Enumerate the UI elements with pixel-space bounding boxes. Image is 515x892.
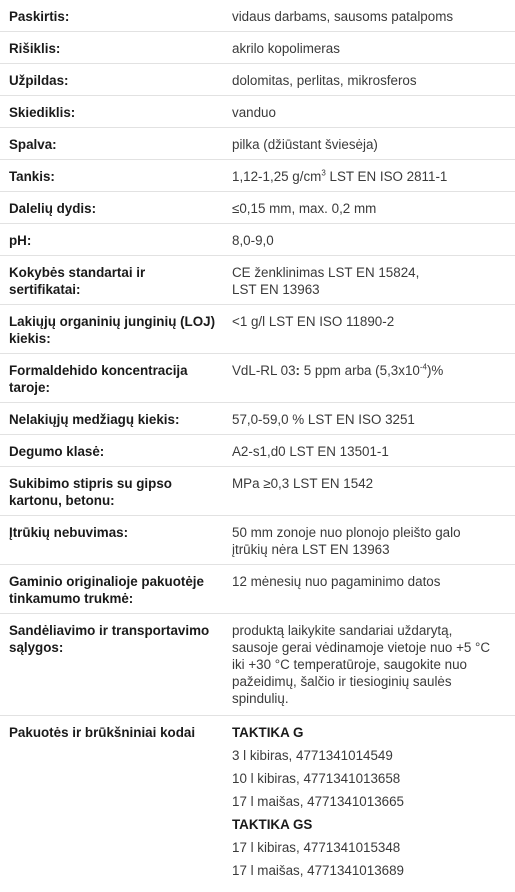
- value-line: iki +30 °C temperatūroje, saugokite nuo: [232, 657, 467, 672]
- spec-label: [0, 573, 222, 613]
- spec-label: [0, 475, 222, 515]
- spec-value: vidaus darbams, sausoms patalpoms: [232, 9, 454, 24]
- value-text: 1,12-1,25 g/cm: [232, 169, 322, 184]
- spec-row-daleliu-dydis: [0, 192, 515, 224]
- spec-value: 12 mėnesių nuo pagaminimo datos: [232, 574, 441, 589]
- label-line: Sandėliavimo ir transportavimo: [9, 623, 210, 638]
- spec-label: Spalva:: [9, 137, 57, 152]
- spec-row-spalva: [0, 128, 515, 160]
- package-item: 17 l kibiras, 4771341015348: [232, 840, 401, 855]
- value-superscript: -4: [419, 362, 427, 372]
- value-line: pažeidimų, šalčio ir tiesioginių saulės: [232, 674, 452, 689]
- value-text: LST EN ISO 2811-1: [325, 169, 448, 184]
- value-line: įtrūkių nėra LST EN 13963: [232, 542, 390, 557]
- packaging-list: [222, 724, 515, 888]
- spec-value: [222, 168, 515, 191]
- spec-label: Rišiklis:: [9, 41, 61, 56]
- package-item: 17 l maišas, 4771341013665: [232, 794, 404, 809]
- spec-label: Dalelių dydis:: [9, 201, 97, 216]
- value-text-bold: :: [295, 363, 300, 378]
- value-line: sausoje gerai vėdinamoje vietoje nuo +5 °C: [232, 640, 491, 655]
- label-line: Formaldehido koncentracija: [9, 363, 188, 378]
- spec-label: Skiediklis:: [9, 105, 76, 120]
- spec-row-tankis: [0, 160, 515, 192]
- spec-label: [0, 264, 222, 304]
- product-group-title: TAKTIKA GS: [232, 817, 313, 832]
- label-line: sąlygos:: [9, 640, 64, 655]
- label-line: sertifikatai:: [9, 282, 81, 297]
- value-text: )%: [426, 363, 444, 378]
- spec-label: Tankis:: [9, 169, 55, 184]
- spec-row-paskirtis: [0, 0, 515, 32]
- spec-value: vanduo: [232, 105, 276, 120]
- spec-label: Degumo klasė:: [9, 444, 105, 459]
- value-text: VdL-RL 03: [232, 363, 296, 378]
- spec-value: [222, 362, 515, 402]
- spec-label: Nelakiųjų medžiagų kiekis:: [9, 412, 180, 427]
- package-item: 3 l kibiras, 4771341014549: [232, 748, 393, 763]
- spec-row-nelakiuju-medziagu: [0, 403, 515, 435]
- value-line: CE ženklinimas LST EN 15824,: [232, 265, 420, 280]
- spec-value: 8,0-9,0: [232, 233, 274, 248]
- spec-row-loj: [0, 305, 515, 354]
- spec-value: akrilo kopolimeras: [232, 41, 340, 56]
- spec-value: MPa ≥0,3 LST EN 1542: [232, 476, 374, 491]
- spec-row-tinkamumo-trukme: [0, 565, 515, 614]
- label-line: kartonu, betonu:: [9, 493, 115, 508]
- spec-label: [0, 362, 222, 402]
- spec-label: pH:: [9, 233, 32, 248]
- spec-row-sukibimo-stipris: [0, 467, 515, 516]
- product-group-title: TAKTIKA G: [232, 725, 304, 740]
- spec-row-ph: [0, 224, 515, 256]
- spec-row-degumo-klase: [0, 435, 515, 467]
- spec-value: [222, 524, 515, 564]
- spec-label: [0, 622, 222, 715]
- spec-value: <1 g/l LST EN ISO 11890-2: [232, 314, 395, 329]
- package-item: 10 l kibiras, 4771341013658: [232, 771, 401, 786]
- package-item: 17 l maišas, 4771341013689: [232, 863, 404, 878]
- spec-row-itrukiu-nebuvimas: [0, 516, 515, 565]
- spec-label: [0, 313, 222, 353]
- spec-label: Paskirtis:: [9, 9, 70, 24]
- spec-value: pilka (džiūstant šviesėja): [232, 137, 378, 152]
- value-line: produktą laikykite sandariai uždarytą,: [232, 623, 453, 638]
- spec-row-sandeliavimas: [0, 614, 515, 716]
- spec-label: Pakuotės ir brūkšniniai kodai: [9, 725, 196, 740]
- value-text: 5 ppm arba (5,3x10: [300, 363, 420, 378]
- spec-value: A2-s1,d0 LST EN 13501-1: [232, 444, 389, 459]
- spec-label: Užpildas:: [9, 73, 69, 88]
- spec-row-kokybes-standartai: [0, 256, 515, 305]
- label-line: Gaminio originalioje pakuotėje: [9, 574, 204, 589]
- label-line: Sukibimo stipris su gipso: [9, 476, 172, 491]
- label-line: Lakiųjų organinių junginių (LOJ): [9, 314, 216, 329]
- spec-row-pakuotes: [0, 716, 515, 888]
- label-line: taroje:: [9, 380, 50, 395]
- spec-value: ≤0,15 mm, max. 0,2 mm: [232, 201, 377, 216]
- spec-row-skiediklis: [0, 96, 515, 128]
- label-line: kiekis:: [9, 331, 51, 346]
- spec-value: [222, 622, 515, 715]
- spec-row-formaldehidas: [0, 354, 515, 403]
- label-line: Kokybės standartai ir: [9, 265, 146, 280]
- spec-value: 57,0-59,0 % LST EN ISO 3251: [232, 412, 415, 427]
- value-line: spindulių.: [232, 691, 289, 706]
- value-superscript: 3: [321, 168, 326, 178]
- value-line: 50 mm zonoje nuo plonojo pleišto galo: [232, 525, 461, 540]
- spec-row-risiklis: [0, 32, 515, 64]
- value-line: LST EN 13963: [232, 282, 320, 297]
- spec-label: Įtrūkių nebuvimas:: [9, 525, 129, 540]
- spec-row-uzpildas: [0, 64, 515, 96]
- label-line: tinkamumo trukmė:: [9, 591, 134, 606]
- spec-value: dolomitas, perlitas, mikrosferos: [232, 73, 417, 88]
- spec-value: [222, 264, 515, 304]
